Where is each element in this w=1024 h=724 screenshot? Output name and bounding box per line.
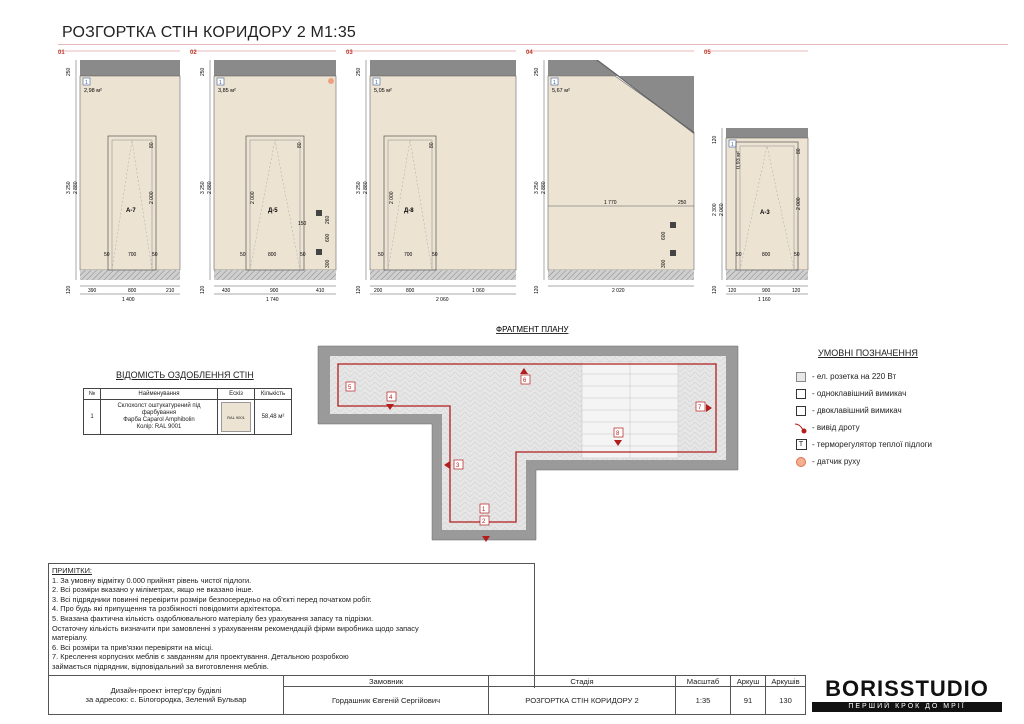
- legend-symbol: [790, 406, 812, 416]
- dim-top: 250: [200, 67, 206, 76]
- finish-schedule-table: [83, 388, 292, 435]
- dim-inner: 50: [794, 252, 800, 258]
- note-line: матеріалу.: [52, 633, 88, 643]
- area-label: 2,98 м²: [84, 88, 102, 94]
- dim-extra: 250: [678, 200, 687, 206]
- dim-door-h: 2 000: [149, 191, 155, 204]
- legend-item: [790, 385, 980, 402]
- sheet-label: Аркуш: [730, 675, 766, 687]
- table-cell: 1: [84, 400, 101, 435]
- dim-w: 200: [374, 288, 383, 294]
- dim-w: 430: [222, 288, 231, 294]
- legend-label: - одноклавішний вимикач: [812, 389, 907, 398]
- dim-inner: 50: [432, 252, 438, 258]
- project-line: за адресою: с. Білогородка, Зелений Бульвар: [85, 695, 247, 704]
- dim-top: 250: [66, 67, 72, 76]
- dim-extra: 600: [661, 231, 667, 240]
- dim-inner: 50: [300, 252, 306, 258]
- stage-value: РОЗГОРТКА СТІН КОРИДОРУ 2: [488, 686, 676, 715]
- project-line: Дизайн-проект інтер'єру будівлі: [110, 686, 222, 695]
- dim-total: 3 250: [200, 181, 206, 194]
- dim-door-top: 80: [429, 142, 435, 148]
- area-label: 5,67 м²: [552, 88, 570, 94]
- legend-label: - вивід дроту: [812, 423, 860, 432]
- dim-bot: 120: [534, 285, 540, 294]
- dim-w: 900: [762, 288, 771, 294]
- area-label: 3,85 м²: [218, 88, 236, 94]
- legend-symbol: [790, 389, 812, 399]
- door-label: Д-8: [404, 208, 414, 214]
- dim-top: 250: [356, 67, 362, 76]
- sheets-label: Аркушів: [765, 675, 806, 687]
- elevation-05: [704, 50, 808, 303]
- wall-tag: 1: [375, 80, 378, 86]
- dim-total-w: 2 060: [436, 297, 449, 303]
- notes-heading: ПРИМІТКИ:: [52, 566, 92, 575]
- table-cell: Колір: RAL 9001: [136, 424, 182, 430]
- dim-w: 2 020: [612, 288, 625, 294]
- wall-elevations: [0, 44, 820, 306]
- dim-extra: 300: [325, 259, 331, 268]
- dim-clear: 2 880: [363, 181, 369, 194]
- table-cell: Фарба Caparol Amphibolin: [123, 417, 195, 423]
- legend-title: УМОВНІ ПОЗНАЧЕННЯ: [818, 348, 918, 358]
- color-swatch: RAL 9001: [221, 402, 251, 432]
- dim-w: 120: [792, 288, 801, 294]
- dim-door-h: 2 000: [389, 191, 395, 204]
- dim-inner: 800: [268, 252, 277, 258]
- marker: 8: [616, 431, 620, 437]
- table-cell: 58,48 м²: [255, 400, 292, 435]
- elevation-04: [526, 50, 694, 294]
- wall-tag: 1: [219, 80, 222, 86]
- dim-total-w: 1 740: [266, 297, 279, 303]
- table-cell: Склохолст оштукатурений під: [117, 403, 201, 409]
- dim-inner: 50: [378, 252, 384, 258]
- dim-total: 3 250: [356, 181, 362, 194]
- table-cell: [218, 400, 255, 435]
- dim-bot: 120: [66, 285, 72, 294]
- marker: 5: [348, 385, 352, 391]
- dim-bot: 120: [200, 285, 206, 294]
- dim-inner: 50: [104, 252, 110, 258]
- dim-inner: 700: [404, 252, 413, 258]
- dim-extra: 260: [325, 215, 331, 224]
- dim-clear: 2 880: [73, 181, 79, 194]
- elevation-num: 05: [704, 50, 711, 56]
- table-cell: фарбування: [141, 410, 177, 416]
- table-cell: [101, 400, 218, 435]
- area-label: 0,93 м²: [736, 151, 742, 169]
- plan-fragment: [310, 322, 746, 548]
- area-label: 5,05 м²: [374, 88, 392, 94]
- elevation-03: [346, 50, 516, 303]
- brand-slogan: ПЕРШИЙ КРОК ДО МРІЇ: [812, 702, 1002, 712]
- dim-w: 800: [128, 288, 137, 294]
- dim-total-w: 1 160: [758, 297, 771, 303]
- dim-w: 410: [316, 288, 325, 294]
- scale-label: Масштаб: [675, 675, 731, 687]
- notes: [48, 563, 535, 688]
- table-header-row: [84, 389, 292, 400]
- thermostat-icon: T: [796, 439, 807, 450]
- dim-w: 900: [270, 288, 279, 294]
- scale-value: 1:35: [675, 686, 731, 715]
- marker: 1: [482, 507, 486, 513]
- motion-sensor-icon: [328, 78, 334, 84]
- table-cell: Кількість: [255, 389, 292, 400]
- dim-w: 390: [88, 288, 97, 294]
- dim-inner: 800: [762, 252, 771, 258]
- socket-icon: [316, 249, 322, 255]
- marker: 4: [389, 395, 393, 401]
- dim-clear: 2 880: [207, 181, 213, 194]
- note-line: 4. Про будь які припущення та розбіжності повідомити архітектора.: [52, 604, 283, 614]
- dim-w: 1 060: [472, 288, 485, 294]
- dim-total-w: 1 400: [122, 297, 135, 303]
- note-line: 7. Креслення корпусних меблів є завданням для проектування. Детальною розробкою: [52, 652, 349, 662]
- legend-item: [790, 453, 980, 470]
- dim-total: 3 250: [534, 181, 540, 194]
- wall-tag: 1: [553, 80, 556, 86]
- table-row: [84, 400, 292, 435]
- socket-icon: [670, 250, 676, 256]
- dim-door-h: 2 000: [250, 191, 256, 204]
- table-cell: №: [84, 389, 101, 400]
- stage-label: Стадія: [488, 675, 676, 687]
- plan-title: ФРАГМЕНТ ПЛАНУ: [496, 325, 569, 334]
- brand-name: BORISSTUDIO: [825, 676, 989, 701]
- legend-label: - двоклавішний вимикач: [812, 406, 902, 415]
- elevation-01: [58, 50, 180, 303]
- elevation-num: 01: [58, 50, 65, 56]
- door-label: А-3: [760, 210, 770, 216]
- dim-w: 800: [406, 288, 415, 294]
- wire-outlet-icon: [794, 422, 808, 434]
- note-line: 6. Всі розміри та прив'язки перевіряти на місці.: [52, 642, 214, 652]
- elevation-num: 04: [526, 50, 533, 56]
- client-name: Гордашник Євгеній Сергійович: [283, 686, 489, 715]
- legend-label: - терморегулятор теплої підлоги: [812, 440, 933, 449]
- dim-bot: 120: [712, 285, 718, 294]
- note-line: Остаточну кількість визначити при замовленні з урахуванням рекомендацій фірми виробника щодо запасу: [52, 623, 419, 633]
- note-line: займається підрядник, відповідальний за виготовлення меблів.: [52, 661, 269, 671]
- marker: 2: [482, 519, 486, 525]
- socket-icon: [670, 222, 676, 228]
- legend-symbol: [790, 422, 812, 434]
- dim-top: 250: [534, 67, 540, 76]
- dim-inner: 50: [736, 252, 742, 258]
- legend-label: - датчик руху: [812, 457, 861, 466]
- dim-extra: 1 770: [604, 200, 617, 206]
- marker: 6: [523, 378, 527, 384]
- dim-total: 2 300: [712, 203, 718, 216]
- dim-extra: 600: [325, 233, 331, 242]
- legend-label: - ел. розетка на 220 Вт: [812, 372, 897, 381]
- wall-tag: 1: [731, 142, 734, 148]
- dim-door-top: 80: [297, 142, 303, 148]
- dim-clear: 2 880: [541, 181, 547, 194]
- note-line: 1. За умовну відмітку 0.000 прийнят рівень чистої підлоги.: [52, 575, 252, 585]
- note-line: 3. Всі підрядники повинні перевірити розміри безпосередньо на об'єкті перед початком робіт.: [52, 594, 372, 604]
- dim-bot: 120: [356, 285, 362, 294]
- legend-symbol: [790, 439, 812, 450]
- dim-inner: 700: [128, 252, 137, 258]
- socket-icon: [796, 372, 806, 382]
- single-switch-icon: [796, 389, 806, 399]
- legend-item: [790, 419, 980, 436]
- dim-total: 3 250: [66, 181, 72, 194]
- dim-inner: 50: [152, 252, 158, 258]
- motion-sensor-icon: [796, 457, 806, 467]
- sheets-value: 130: [765, 686, 806, 715]
- door-label: А-7: [126, 208, 136, 214]
- marker: 7: [698, 405, 702, 411]
- door-label: Д-5: [268, 208, 278, 214]
- dim-extra: 150: [298, 221, 307, 227]
- finish-schedule-title: ВІДОМІСТЬ ОЗДОБЛЕННЯ СТІН: [116, 370, 254, 380]
- table-cell: Найменування: [101, 389, 218, 400]
- dim-door-top: 80: [796, 148, 802, 154]
- brand-logo: [806, 676, 1008, 714]
- legend-item: [790, 436, 980, 453]
- dim-door-top: 80: [149, 142, 155, 148]
- legend-item: [790, 368, 980, 385]
- dim-extra: 300: [661, 259, 667, 268]
- elevation-num: 02: [190, 50, 197, 56]
- wall-tag: 1: [85, 80, 88, 86]
- legend: [790, 348, 980, 470]
- legend-label: [48, 675, 284, 715]
- client-label: Замовник: [283, 675, 489, 687]
- socket-icon: [316, 210, 322, 216]
- elevation-num: 03: [346, 50, 353, 56]
- dim-w: 120: [728, 288, 737, 294]
- elevation-02: [190, 50, 336, 303]
- dim-clear: 2 060: [719, 203, 725, 216]
- dim-inner: 50: [240, 252, 246, 258]
- dim-door-h: 2 000: [796, 197, 802, 210]
- sheet-value: 91: [730, 686, 766, 715]
- dim-w: 210: [166, 288, 175, 294]
- marker: 3: [456, 463, 460, 469]
- note-line: 5. Вказана фактична кількість оздоблювального матеріалу без урахування запасу та підрізки.: [52, 613, 374, 623]
- double-switch-icon: [796, 406, 806, 416]
- legend-symbol: [790, 457, 812, 467]
- table-cell: Ескіз: [218, 389, 255, 400]
- page-title: РОЗГОРТКА СТІН КОРИДОРУ 2 М1:35: [62, 24, 357, 41]
- dim-top: 120: [712, 135, 718, 144]
- legend-item: [790, 402, 980, 419]
- legend-symbol: [790, 372, 812, 382]
- note-line: 2. Всі розміри вказано у міліметрах, якщо не вказано інше.: [52, 585, 254, 595]
